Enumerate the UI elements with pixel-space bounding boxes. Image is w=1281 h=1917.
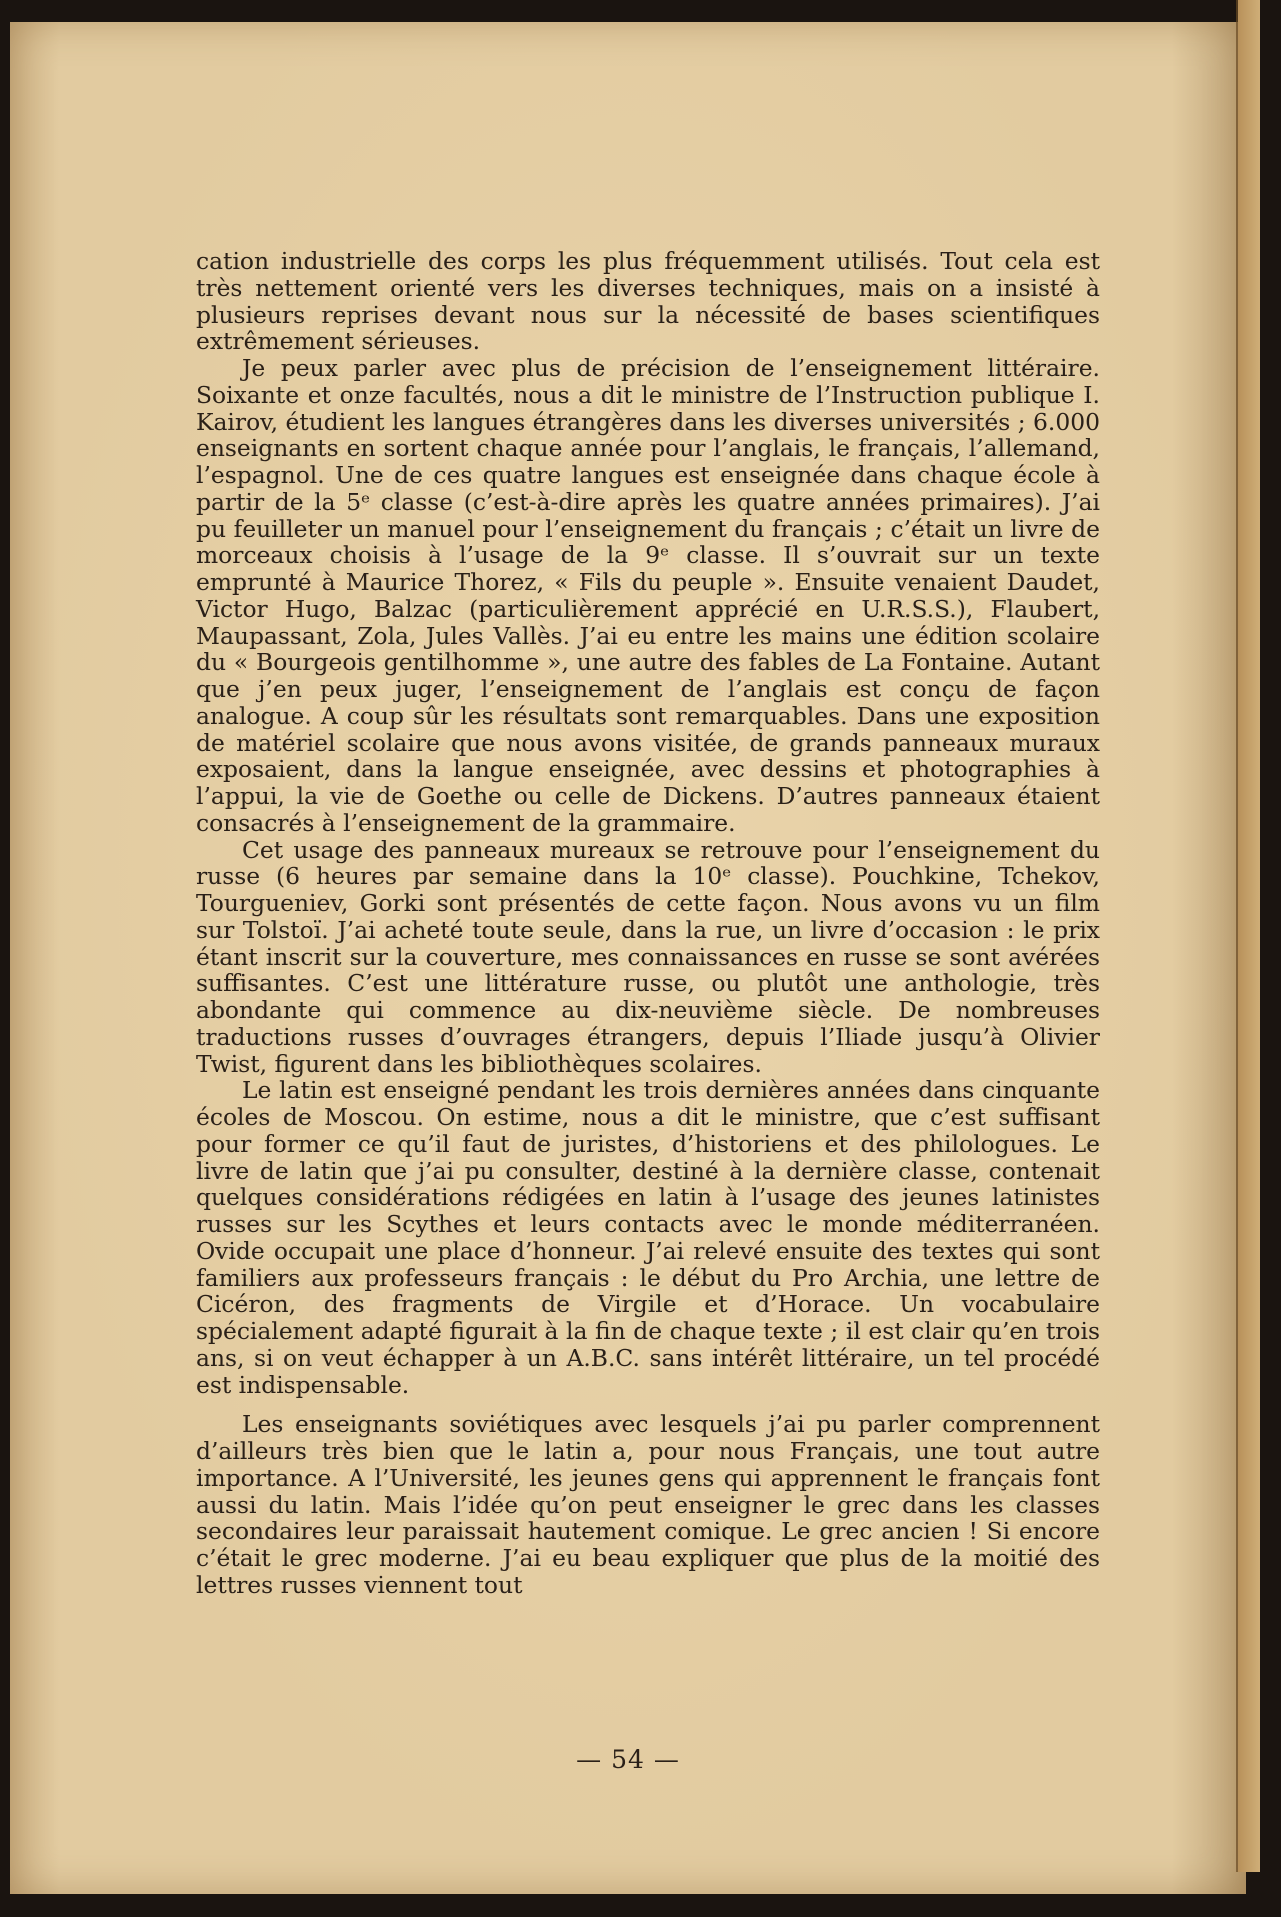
next-page-edge (1238, 0, 1260, 1872)
paragraph-5: Les enseignants soviétiques avec lesquels j’ai pu parler comprennent d’ailleurs très bien que le latin a, pour nous Français, une tout autre importance. A l’Université, les jeunes gens qui apprennent le français font aussi du latin. Mais l’idée qu’on peut enseigner le grec dans les classes secondaires leur paraissait hautement comique. Le grec ancien ! Si encore c’était le grec moderne. J’ai eu beau expliquer que plus de la moitié des lettres russes viennent tout (196, 1410, 1100, 1599)
paragraph-2: Je peux parler avec plus de précision de l’enseignement littéraire. Soixante et onze facultés, nous a dit le ministre de l’Instruction publique I. Kairov, étudient les langues étrangères dans les diverses universités ; 6.000 enseignants en sortent chaque année pour l’anglais, le français, l’allemand, l’espagnol. Une de ces quatre langues est enseignée dans chaque école à partir de la 5ᵉ classe (c’est-à-dire après les quatre années primaires). J’ai pu feuilleter un manuel pour l’enseignement du français ; c’était un livre de morceaux choisis à l’usage de la 9ᵉ classe. Il s’ouvrait sur un texte emprunté à Maurice Thorez, « Fils du peuple ». Ensuite venaient Daudet, Victor Hugo, Balzac (particulièrement apprécié en U.R.S.S.), Flaubert, Maupassant, Zola, Jules Vallès. J’ai eu entre les mains une édition scolaire du « Bourgeois gentilhomme », une autre des fables de La Fontaine. Autant que j’en peux juger, l’enseignement de l’anglais est conçu de façon analogue. A coup sûr les résultats sont remarquables. Dans une exposition de matériel scolaire que nous avons visitée, de grands panneaux muraux exposaient, dans la langue enseignée, avec dessins et photographies à l’appui, la vie de Goethe ou celle de Dickens. D’autres panneaux étaient consacrés à l’enseignement de la grammaire. (196, 354, 1100, 837)
page-number: — 54 — (576, 1745, 680, 1774)
paragraph-3: Cet usage des panneaux mureaux se retrouve pour l’enseignement du russe (6 heures par semaine dans la 10ᵉ classe). Pouchkine, Tchekov, Tourgueniev, Gorki sont présentés de cette façon. Nous avons vu un film sur Tolstoï. J’ai acheté toute seule, dans la rue, un livre d’occasion : le prix étant inscrit sur la couverture, mes connaissances en russe se sont avérées suffisantes. C’est une littérature russe, ou plutôt une anthologie, très abondante qui commence au dix-neuvième siècle. De nombreuses traductions russes d’ouvrages étrangers, depuis l’Iliade jusqu’à Olivier Twist, figurent dans les bibliothèques scolaires. (196, 835, 1100, 1078)
paragraph-1: cation industrielle des corps les plus fréquemment utilisés. Tout cela est très nettement orienté vers les diverses techniques, mais on a insisté à plusieurs reprises devant nous sur la nécessité de bases scientifiques extrêmement sérieuses. (196, 247, 1100, 356)
body-text (196, 248, 1100, 1599)
book-page (10, 22, 1246, 1894)
paragraph-4: Le latin est enseigné pendant les trois dernières années dans cinquante écoles de Moscou. On estime, nous a dit le ministre, que c’est suffisant pour former ce qu’il faut de juristes, d’historiens et des philologues. Le livre de latin que j’ai pu consulter, destiné à la dernière classe, contenait quelques considérations rédigées en latin à l’usage des jeunes latinistes russes sur les Scythes et leurs contacts avec le monde méditerranéen. Ovide occupait une place d’honneur. J’ai relevé ensuite des textes qui sont familiers aux professeurs français : le début du Pro Archia, une lettre de Cicéron, des fragments de Virgile et d’Horace. Un vocabulaire spécialement adapté figurait à la fin de chaque texte ; il est clair qu’en trois ans, si on veut échapper à un A.B.C. sans intérêt littéraire, un tel procédé est indispensable. (196, 1076, 1100, 1399)
